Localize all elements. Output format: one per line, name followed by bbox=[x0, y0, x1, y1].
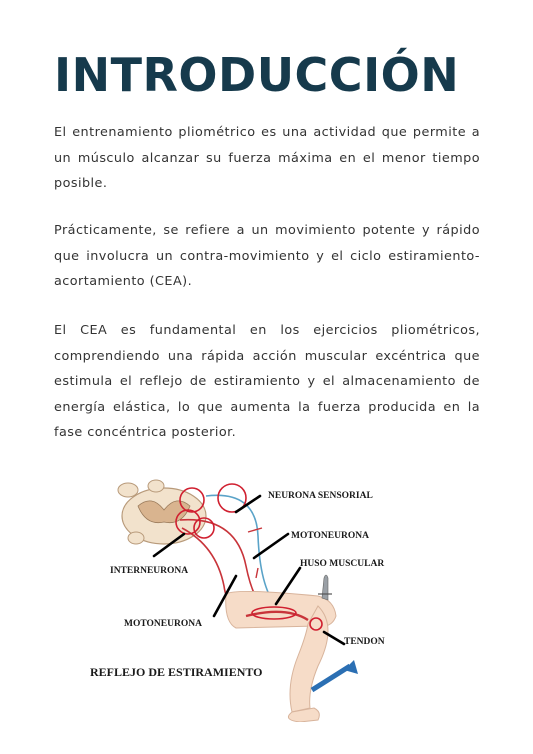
intro-paragraph-1: El entrenamiento pliométrico es una actividad que permite a un músculo alcanzar su fuerza máxima en el menor tiempo posible. bbox=[54, 125, 480, 191]
intro-paragraph-2: Prácticamente, se refiere a un movimiento potente y rápido que involucra un contra-movimiento y el ciclo estiramiento-acortamiento (CEA). bbox=[54, 223, 480, 289]
intro-paragraph-3: El CEA es fundamental en los ejercicios pliométricos, comprendiendo una rápida acción muscular excéntrica que estimula el reflejo de estiramiento y el almacenamiento de energía elástica, lo que aumenta la fuerza producida en la fase concéntrica posterior. bbox=[54, 323, 480, 440]
figure-caption: REFLEJO DE ESTIRAMIENTO bbox=[90, 665, 263, 679]
leg-illustration bbox=[226, 575, 358, 722]
label-motoneurona-bottom: MOTONEURONA bbox=[124, 619, 202, 629]
label-interneurona: INTERNEURONA bbox=[110, 566, 189, 576]
label-huso-muscular: HUSO MUSCULAR bbox=[300, 559, 385, 569]
label-tendon: TENDON bbox=[344, 637, 385, 647]
label-neurona-sensorial: NEURONA SENSORIAL bbox=[268, 491, 373, 501]
stretch-reflex-diagram bbox=[86, 476, 446, 722]
page-title: INTRODUCCIÓN bbox=[54, 48, 460, 102]
label-motoneurona-top: MOTONEURONA bbox=[291, 531, 369, 541]
